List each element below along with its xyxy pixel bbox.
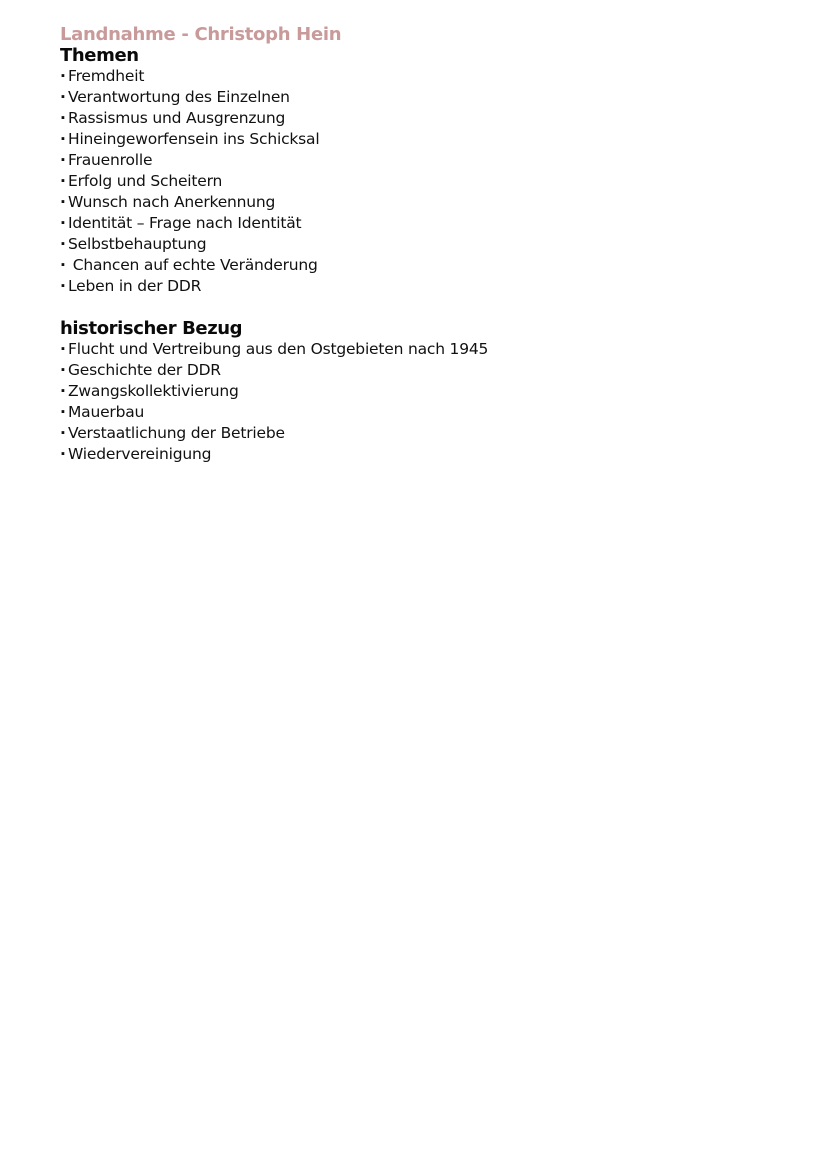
list-item: [60, 381, 800, 402]
bullet-icon: ·: [60, 193, 66, 211]
bullet-icon: ·: [60, 361, 66, 379]
list-item-text: Geschichte der DDR: [68, 361, 221, 379]
list-item: [60, 108, 800, 129]
list-item: [60, 276, 800, 297]
list-item: [60, 87, 800, 108]
bullet-icon: ·: [60, 256, 66, 274]
section-themen: [60, 46, 800, 297]
list-item: [60, 360, 800, 381]
list-item-text: Hineingeworfensein ins Schicksal: [68, 130, 320, 148]
bullet-icon: ·: [60, 151, 66, 169]
list-item-text: Chancen auf echte Veränderung: [68, 256, 318, 274]
section-historischer-bezug: [60, 319, 800, 465]
list-item-text: Verstaatlichung der Betriebe: [68, 424, 285, 442]
list-item: [60, 402, 800, 423]
bullet-icon: ·: [60, 445, 66, 463]
bullet-icon: ·: [60, 403, 66, 421]
bullet-icon: ·: [60, 130, 66, 148]
list-item-text: Flucht und Vertreibung aus den Ostgebieten nach 1945: [68, 340, 489, 358]
list-item: [60, 339, 800, 360]
list-item-text: Frauenrolle: [68, 151, 153, 169]
list-item: [60, 255, 800, 276]
bullet-icon: ·: [60, 424, 66, 442]
bullet-icon: ·: [60, 67, 66, 85]
bullet-icon: ·: [60, 109, 66, 127]
list-item-text: Wunsch nach Anerkennung: [68, 193, 276, 211]
list-item-text: Mauerbau: [68, 403, 145, 421]
list-item-text: Fremdheit: [68, 67, 145, 85]
section-heading-themen: Themen: [60, 45, 139, 66]
bullet-icon: ·: [60, 235, 66, 253]
list-item-text: Identität – Frage nach Identität: [68, 214, 302, 232]
bullet-icon: ·: [60, 214, 66, 232]
document-title: Landnahme - Christoph Hein: [60, 24, 342, 45]
historischer-bezug-list: [60, 339, 800, 465]
list-item: [60, 171, 800, 192]
list-item-text: Verantwortung des Einzelnen: [68, 88, 290, 106]
themen-list: [60, 66, 800, 297]
list-item-text: Wiedervereinigung: [68, 445, 212, 463]
list-item-text: Erfolg und Scheitern: [68, 172, 223, 190]
list-item-text: Rassismus und Ausgrenzung: [68, 109, 286, 127]
bullet-icon: ·: [60, 88, 66, 106]
list-item-text: Selbstbehauptung: [68, 235, 207, 253]
list-item: [60, 192, 800, 213]
bullet-icon: ·: [60, 277, 66, 295]
list-item-text: Zwangskollektivierung: [68, 382, 239, 400]
list-item: [60, 234, 800, 255]
list-item-text: Leben in der DDR: [68, 277, 202, 295]
list-item: [60, 66, 800, 87]
bullet-icon: ·: [60, 340, 66, 358]
section-spacer: [60, 297, 800, 319]
list-item: [60, 129, 800, 150]
list-item: [60, 423, 800, 444]
section-heading-historischer-bezug: historischer Bezug: [60, 318, 243, 339]
list-item: [60, 444, 800, 465]
list-item: [60, 150, 800, 171]
document-page: [60, 24, 800, 465]
list-item: [60, 213, 800, 234]
bullet-icon: ·: [60, 382, 66, 400]
bullet-icon: ·: [60, 172, 66, 190]
